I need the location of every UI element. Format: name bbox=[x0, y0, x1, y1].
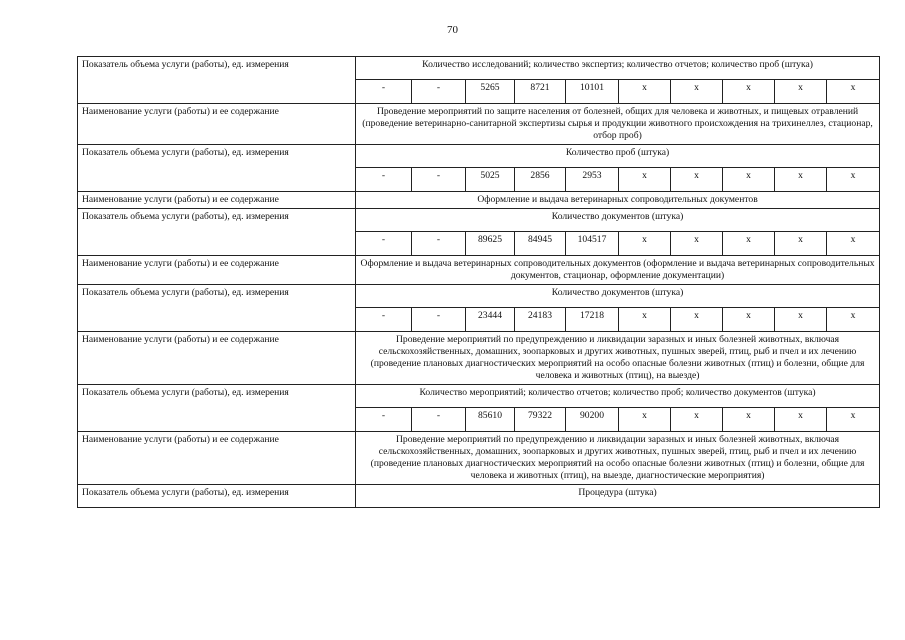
value-cell: 89625 bbox=[466, 232, 515, 256]
value-cell: 2953 bbox=[566, 168, 619, 192]
service-name-text: Проведение мероприятий по предупреждению и ликвидации заразных и иных болезней животных, включая сельскохозяйственных, домашних, зоопарковых и других животных, пушных зверей, птиц, рыб и пчел и их лечению (проведение плановых диагностических мероприятий на особо опасные болезни животных (птиц) и болезни, общие для человека и животных (птиц), на выезде, диагностические мероприятия) bbox=[356, 432, 880, 485]
value-cell: 84945 bbox=[515, 232, 566, 256]
value-cell: x bbox=[827, 168, 880, 192]
value-cell: - bbox=[356, 232, 412, 256]
service-name-label: Наименование услуги (работы) и ее содержание bbox=[78, 332, 356, 385]
service-table bbox=[77, 56, 880, 508]
value-cell: x bbox=[723, 232, 775, 256]
value-cell: x bbox=[775, 168, 827, 192]
value-cell: 8721 bbox=[515, 80, 566, 104]
value-cell: x bbox=[775, 232, 827, 256]
value-cell: x bbox=[671, 168, 723, 192]
volume-label: Показатель объема услуги (работы), ед. измерения bbox=[78, 145, 356, 192]
value-cell: x bbox=[619, 232, 671, 256]
value-cell: x bbox=[671, 308, 723, 332]
value-cell: x bbox=[619, 80, 671, 104]
service-name-text: Проведение мероприятий по защите населения от болезней, общих для человека и животных, и пищевых отравлений (проведение ветеринарно-санитарной экспертизы сырья и продукции животного происхождения на трихинеллез, стационар, отбор проб) bbox=[356, 104, 880, 145]
volume-header-row bbox=[78, 57, 880, 80]
value-cell: - bbox=[412, 80, 466, 104]
volume-label: Показатель объема услуги (работы), ед. измерения bbox=[78, 385, 356, 432]
volume-header-row bbox=[78, 485, 880, 508]
value-cell: x bbox=[671, 232, 723, 256]
volume-header-row bbox=[78, 285, 880, 308]
value-cell: - bbox=[356, 408, 412, 432]
value-cell: x bbox=[827, 408, 880, 432]
value-cell: 79322 bbox=[515, 408, 566, 432]
volume-label: Показатель объема услуги (работы), ед. измерения bbox=[78, 285, 356, 332]
value-cell: 90200 bbox=[566, 408, 619, 432]
volume-unit-header: Количество исследований; количество экспертиз; количество отчетов; количество проб (штука) bbox=[356, 57, 880, 80]
service-name-row bbox=[78, 104, 880, 145]
volume-label: Показатель объема услуги (работы), ед. измерения bbox=[78, 209, 356, 256]
value-cell: 10101 bbox=[566, 80, 619, 104]
volume-header-row bbox=[78, 145, 880, 168]
value-cell: 5265 bbox=[466, 80, 515, 104]
value-cell: 2856 bbox=[515, 168, 566, 192]
value-cell: 23444 bbox=[466, 308, 515, 332]
value-cell: x bbox=[775, 308, 827, 332]
page-number: 70 bbox=[447, 24, 458, 36]
volume-label: Показатель объема услуги (работы), ед. измерения bbox=[78, 57, 356, 104]
value-cell: 24183 bbox=[515, 308, 566, 332]
value-cell: x bbox=[827, 232, 880, 256]
volume-header-row bbox=[78, 385, 880, 408]
value-cell: - bbox=[412, 168, 466, 192]
service-name-row bbox=[78, 432, 880, 485]
value-cell: - bbox=[356, 80, 412, 104]
value-cell: 104517 bbox=[566, 232, 619, 256]
value-cell: x bbox=[619, 408, 671, 432]
volume-unit-header: Количество проб (штука) bbox=[356, 145, 880, 168]
service-name-row bbox=[78, 332, 880, 385]
value-cell: 85610 bbox=[466, 408, 515, 432]
value-cell: x bbox=[671, 80, 723, 104]
value-cell: x bbox=[723, 308, 775, 332]
service-name-text: Проведение мероприятий по предупреждению и ликвидации заразных и иных болезней животных, включая сельскохозяйственных, домашних, зоопарковых и других животных, пушных зверей, птиц, рыб и пчел и их лечению (проведение плановых диагностических мероприятий на особо опасные болезни животных (птиц) и болезни, общие для человека и животных (птиц), на выезде) bbox=[356, 332, 880, 385]
table-body bbox=[78, 57, 880, 508]
value-cell: - bbox=[412, 232, 466, 256]
service-name-row bbox=[78, 256, 880, 285]
value-cell: x bbox=[619, 168, 671, 192]
value-cell: x bbox=[775, 80, 827, 104]
value-cell: - bbox=[412, 308, 466, 332]
service-name-label: Наименование услуги (работы) и ее содержание bbox=[78, 192, 356, 209]
value-cell: 17218 bbox=[566, 308, 619, 332]
volume-label: Показатель объема услуги (работы), ед. измерения bbox=[78, 485, 356, 508]
volume-unit-header: Количество мероприятий; количество отчетов; количество проб; количество документов (штука) bbox=[356, 385, 880, 408]
value-cell: x bbox=[671, 408, 723, 432]
value-cell: x bbox=[827, 308, 880, 332]
value-cell: x bbox=[723, 408, 775, 432]
value-cell: x bbox=[619, 308, 671, 332]
value-cell: - bbox=[356, 168, 412, 192]
value-cell: x bbox=[723, 80, 775, 104]
value-cell: - bbox=[412, 408, 466, 432]
value-cell: 5025 bbox=[466, 168, 515, 192]
value-cell: x bbox=[775, 408, 827, 432]
volume-unit-header: Процедура (штука) bbox=[356, 485, 880, 508]
service-name-label: Наименование услуги (работы) и ее содержание bbox=[78, 256, 356, 285]
service-name-label: Наименование услуги (работы) и ее содержание bbox=[78, 104, 356, 145]
service-name-label: Наименование услуги (работы) и ее содержание bbox=[78, 432, 356, 485]
value-cell: - bbox=[356, 308, 412, 332]
service-name-text: Оформление и выдача ветеринарных сопроводительных документов (оформление и выдача ветеринарных сопроводительных документов, стационар, оформление документации) bbox=[356, 256, 880, 285]
service-name-text: Оформление и выдача ветеринарных сопроводительных документов bbox=[356, 192, 880, 209]
volume-header-row bbox=[78, 209, 880, 232]
value-cell: x bbox=[827, 80, 880, 104]
service-name-row bbox=[78, 192, 880, 209]
volume-unit-header: Количество документов (штука) bbox=[356, 285, 880, 308]
volume-unit-header: Количество документов (штука) bbox=[356, 209, 880, 232]
value-cell: x bbox=[723, 168, 775, 192]
